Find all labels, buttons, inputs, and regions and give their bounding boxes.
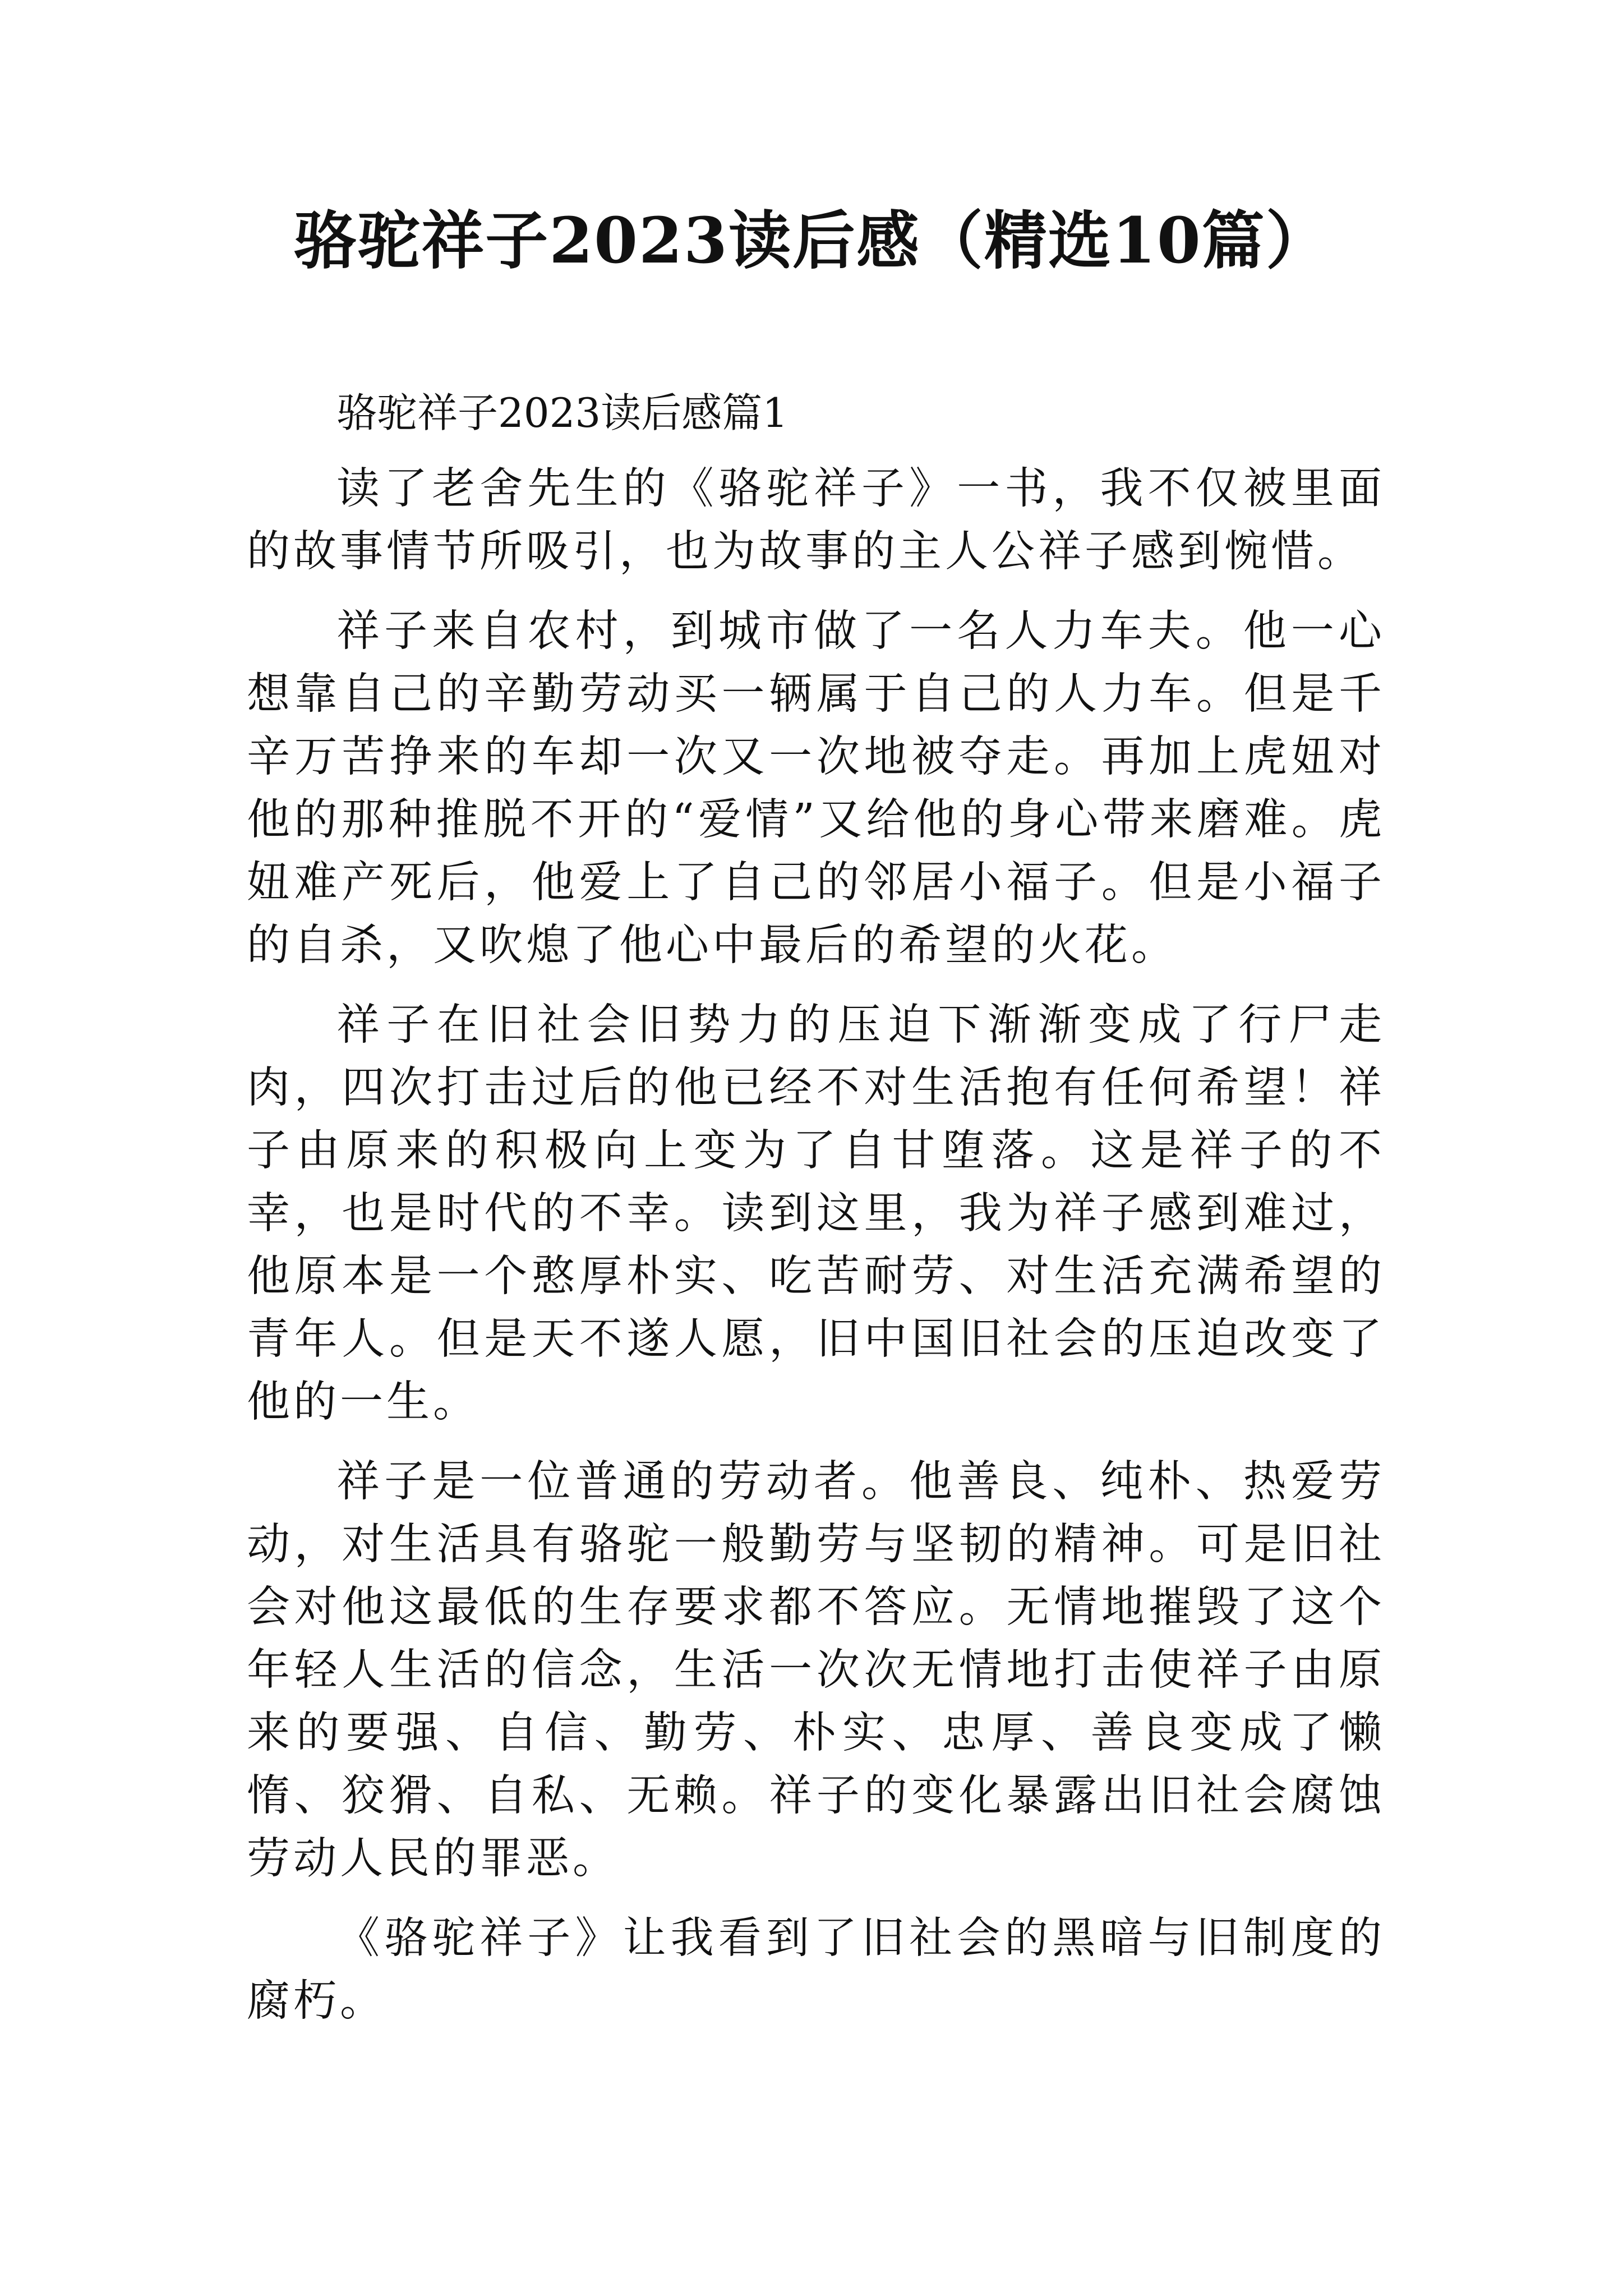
document-title: 骆驼祥子2023读后感（精选10篇） xyxy=(293,204,1330,278)
section-heading: 骆驼祥子2023读后感篇1 xyxy=(336,389,789,436)
paragraph: 祥子来自农村，到城市做了一名人力车夫。他一心想靠自己的辛勤劳动买一辆属于自己的人力车。但是千辛万苦挣来的车却一次又一次地被夺走。再加上虎妞对他的那种推脱不开的“爱情”又给他的身心带来磨难。虎妞难产死后，他爱上了自己的邻居小福子。但是小福子的自杀，又吹熄了他心中最后的希望的火花。 xyxy=(247,606,1385,970)
paragraph: 祥子在旧社会旧势力的压迫下渐渐变成了行尸走肉，四次打击过后的他已经不对生活抱有任何希望！祥子由原来的积极向上变为了自甘堕落。这是祥子的不幸，也是时代的不幸。读到这里，我为祥子感到难过，他原本是一个憨厚朴实、吃苦耐劳、对生活充满希望的青年人。但是天不遂人愿，旧中国旧社会的压迫改变了他的一生。 xyxy=(247,1000,1385,1427)
paragraph: 读了老舍先生的《骆驼祥子》一书，我不仅被里面的故事情节所吸引，也为故事的主人公祥子感到惋惜。 xyxy=(247,464,1385,577)
paragraph: 《骆驼祥子》让我看到了旧社会的黑暗与旧制度的腐朽。 xyxy=(247,1913,1385,2026)
paragraph: 祥子是一位普通的劳动者。他善良、纯朴、热爱劳动，对生活具有骆驼一般勤劳与坚韧的精神。可是旧社会对他这最低的生存要求都不答应。无情地摧毁了这个年轻人生活的信念，生活一次次无情地打击使祥子由原来的要强、自信、勤劳、朴实、忠厚、善良变成了懒惰、狡猾、自私、无赖。祥子的变化暴露出旧社会腐蚀劳动人民的罪恶。 xyxy=(247,1457,1385,1884)
document-body xyxy=(247,381,1385,2050)
